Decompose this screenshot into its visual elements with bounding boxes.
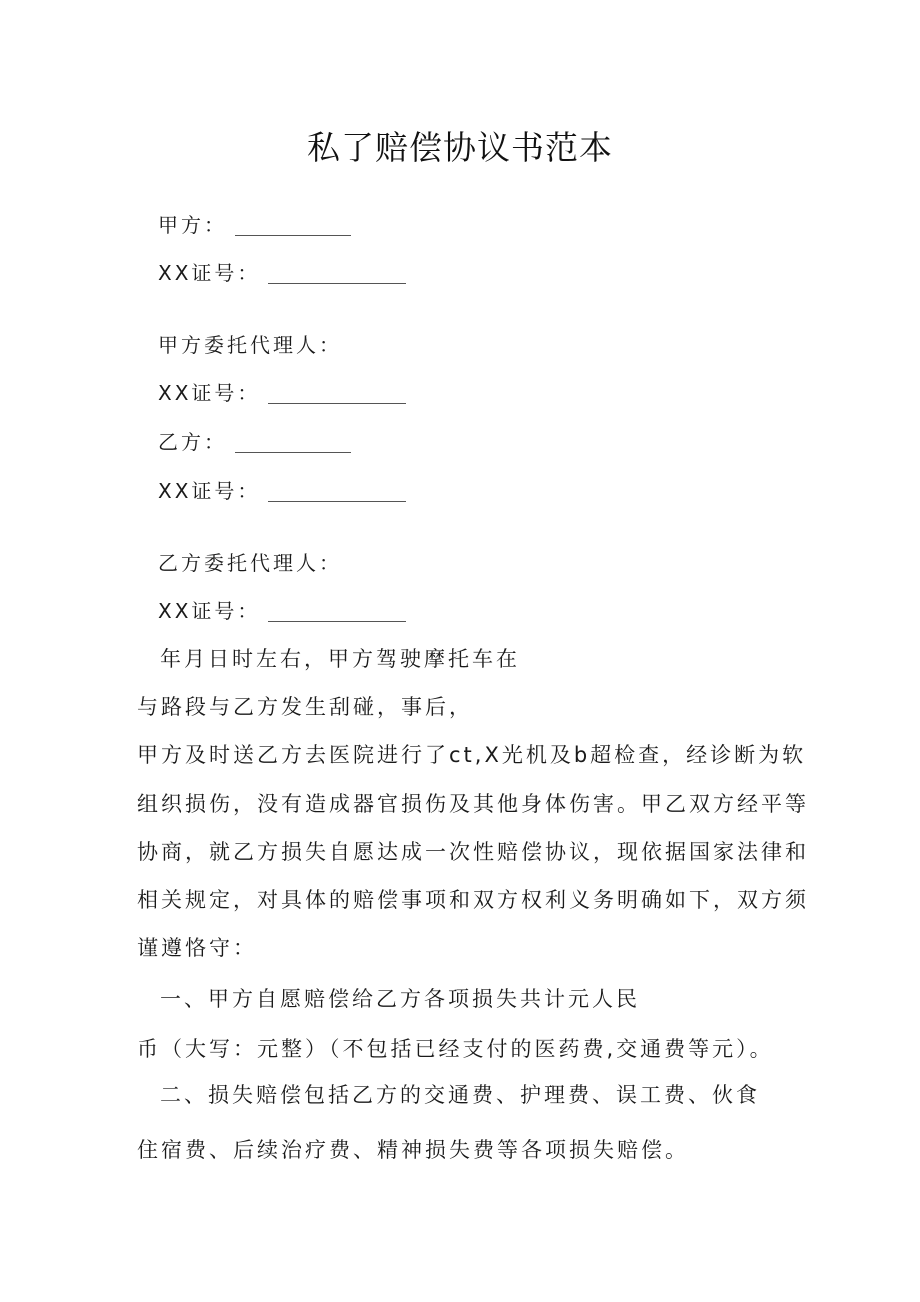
paragraph-line: 谨遵恪守： bbox=[137, 936, 257, 960]
party-a-label: 甲方： bbox=[158, 213, 227, 237]
party-a-field bbox=[158, 212, 351, 238]
paragraph-line: 相关规定，对具体的赔偿事项和双方权利义务明确如下，双方须 bbox=[137, 888, 809, 912]
paragraph-line: 与路段与乙方发生刮碰，事后， bbox=[137, 695, 473, 719]
paragraph-line: 币（大写：元整）（不包括已经支付的医药费,交通费等元）。 bbox=[137, 1037, 774, 1061]
party-a-blank bbox=[235, 217, 351, 236]
party-a-id-field bbox=[158, 260, 406, 286]
party-a-agent-field bbox=[158, 332, 342, 358]
paragraph-line: 组织损伤，没有造成器官损伤及其他身体伤害。甲乙双方经平等 bbox=[137, 792, 809, 816]
party-b-agent-id-blank bbox=[268, 603, 406, 622]
paragraph-line: 住宿费、后续治疗费、精神损失费等各项损失赔偿。 bbox=[137, 1138, 689, 1162]
paragraph-line: 二、损失赔偿包括乙方的交通费、护理费、误工费、伙食 bbox=[160, 1083, 760, 1107]
party-a-agent-id-field bbox=[158, 380, 406, 406]
party-b-agent-id-field bbox=[158, 598, 406, 624]
paragraph-line: 协商，就乙方损失自愿达成一次性赔偿协议，现依据国家法律和 bbox=[137, 840, 809, 864]
party-b-label: 乙方： bbox=[158, 430, 227, 454]
party-b-agent-label: 乙方委托代理人： bbox=[158, 551, 342, 575]
party-a-id-blank bbox=[268, 265, 406, 284]
paragraph-line: 一、甲方自愿赔偿给乙方各项损失共计元人民 bbox=[160, 987, 640, 1011]
paragraph-line: 年月日时左右，甲方驾驶摩托车在 bbox=[160, 647, 520, 671]
party-b-blank bbox=[235, 434, 351, 453]
party-b-agent-field bbox=[158, 550, 342, 576]
party-a-agent-id-label: XX证号： bbox=[158, 381, 261, 405]
party-b-id-field bbox=[158, 478, 406, 504]
paragraph-line: 甲方及时送乙方去医院进行了ct,X光机及b超检查，经诊断为软 bbox=[137, 743, 807, 767]
party-b-agent-id-label: XX证号： bbox=[158, 599, 261, 623]
party-b-field bbox=[158, 429, 351, 455]
party-a-id-label: XX证号： bbox=[158, 261, 261, 285]
document-title: 私了赔偿协议书范本 bbox=[307, 128, 613, 167]
party-b-id-blank bbox=[268, 483, 406, 502]
party-b-id-label: XX证号： bbox=[158, 479, 261, 503]
party-a-agent-label: 甲方委托代理人： bbox=[158, 333, 342, 357]
party-a-agent-id-blank bbox=[268, 385, 406, 404]
